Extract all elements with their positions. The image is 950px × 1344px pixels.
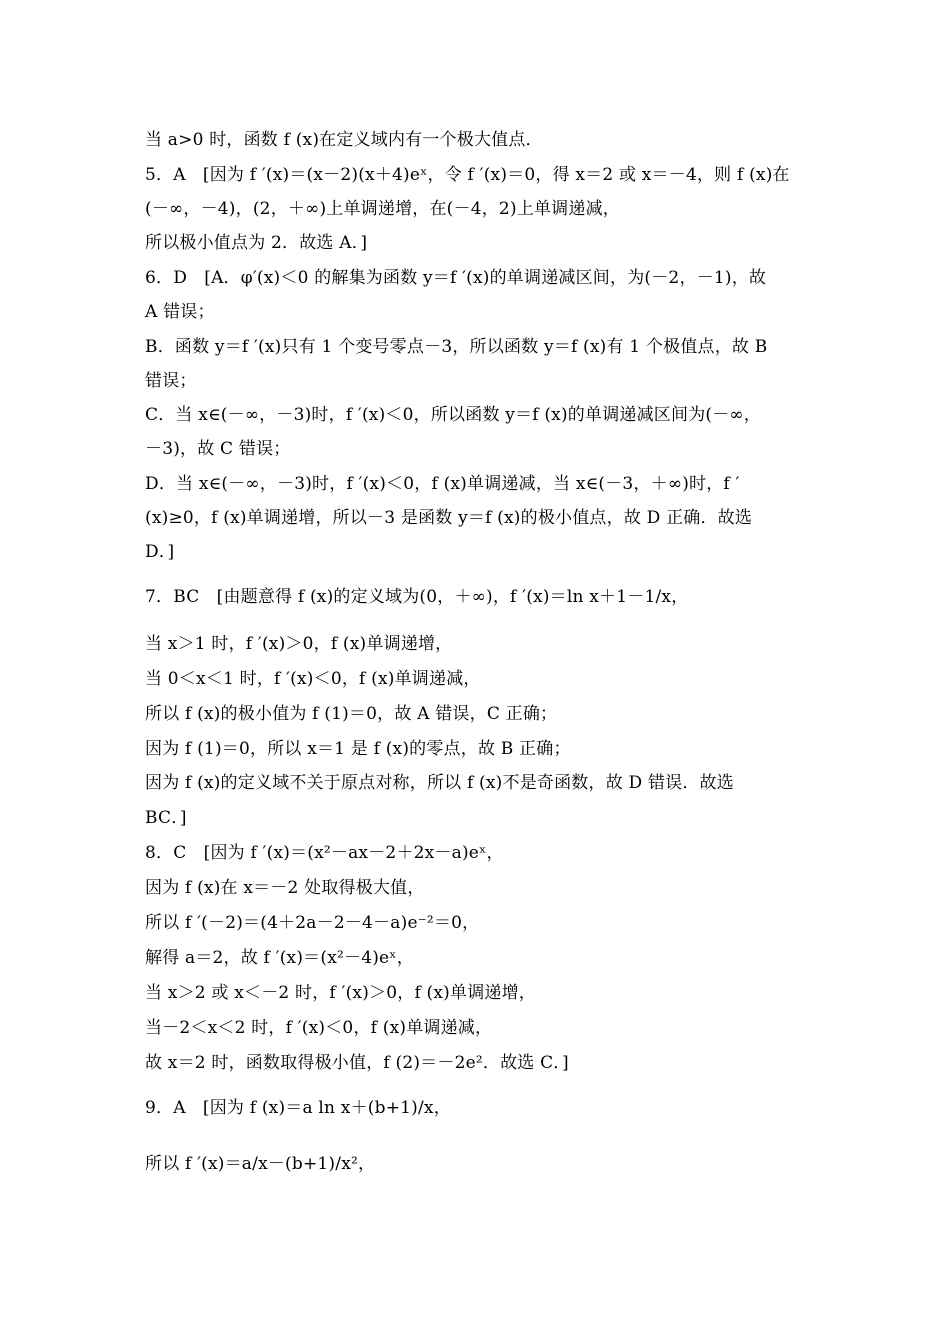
text-line: 当 x＞2 或 x＜－2 时，f ′(x)＞0，f (x)单调递增， bbox=[145, 983, 536, 1003]
text-line: C．当 x∈(－∞，－3)时，f ′(x)＜0，所以函数 y＝f (x)的单调递减区间为(－∞， bbox=[145, 405, 761, 425]
text-line: －3)，故 C 错误； bbox=[145, 439, 291, 459]
text-line: 8．C [因为 f ′(x)＝(x²－ax－2＋2x－a)eˣ， bbox=[145, 843, 504, 863]
text-line: 6．D [A．φ′(x)＜0 的解集为函数 y＝f ′(x)的单调递减区间，为(－2，－1)，故 bbox=[145, 268, 767, 288]
text-line: D．] bbox=[145, 542, 175, 562]
text-line: D．当 x∈(－∞，－3)时，f ′(x)＜0，f (x)单调递减，当 x∈(－3，＋∞)时，f ′ bbox=[145, 474, 740, 494]
text-line: 7．BC [由题意得 f (x)的定义域为(0，＋∞)，f ′(x)＝ln x＋1－1/x， bbox=[145, 587, 689, 607]
text-line: 所以 f ′(x)＝a/x－(b+1)/x²， bbox=[145, 1154, 376, 1174]
text-line: BC．] bbox=[145, 808, 187, 828]
text-line: 所以 f (x)的极小值为 f (1)＝0，故 A 错误，C 正确； bbox=[145, 704, 558, 724]
text-line: 9．A [因为 f (x)＝a ln x＋(b+1)/x， bbox=[145, 1098, 451, 1118]
text-line: (x)≥0，f (x)单调递增，所以－3 是函数 y＝f (x)的极小值点，故 D 正确．故选 bbox=[145, 508, 753, 528]
text-line: 故 x＝2 时，函数取得极小值，f (2)＝－2e²．故选 C．] bbox=[145, 1053, 569, 1073]
text-line: 当 0＜x＜1 时，f ′(x)＜0，f (x)单调递减， bbox=[145, 669, 481, 689]
text-line: B．函数 y＝f ′(x)只有 1 个变号零点－3，所以函数 y＝f (x)有 1 个极值点，故 B bbox=[145, 337, 768, 357]
text-line: 所以 f ′(－2)＝(4＋2a－2－4－a)e⁻²＝0， bbox=[145, 913, 480, 933]
text-line: 当－2＜x＜2 时，f ′(x)＜0，f (x)单调递减， bbox=[145, 1018, 493, 1038]
text-line: 错误； bbox=[145, 371, 197, 391]
text-line: 5．A [因为 f ′(x)＝(x－2)(x＋4)eˣ，令 f ′(x)＝0，得 x＝2 或 x＝－4，则 f (x)在 bbox=[145, 165, 790, 185]
text-line: 所以极小值点为 2．故选 A．] bbox=[145, 233, 368, 253]
text-line: 当 x＞1 时，f ′(x)＞0，f (x)单调递增， bbox=[145, 634, 453, 654]
text-line: 因为 f (1)＝0，所以 x＝1 是 f (x)的零点，故 B 正确； bbox=[145, 739, 571, 759]
text-line: 因为 f (x)在 x＝－2 处取得极大值， bbox=[145, 878, 425, 898]
text-line: 解得 a＝2，故 f ′(x)＝(x²－4)eˣ， bbox=[145, 948, 414, 968]
text-line: (－∞，－4)，(2，＋∞)上单调递增，在(－4，2)上单调递减， bbox=[145, 199, 620, 219]
text-line: 因为 f (x)的定义域不关于原点对称，所以 f (x)不是奇函数，故 D 错误．故选 bbox=[145, 773, 734, 793]
text-line: 当 a>0 时，函数 f (x)在定义域内有一个极大值点． bbox=[145, 130, 543, 150]
text-line: A 错误； bbox=[145, 302, 215, 322]
